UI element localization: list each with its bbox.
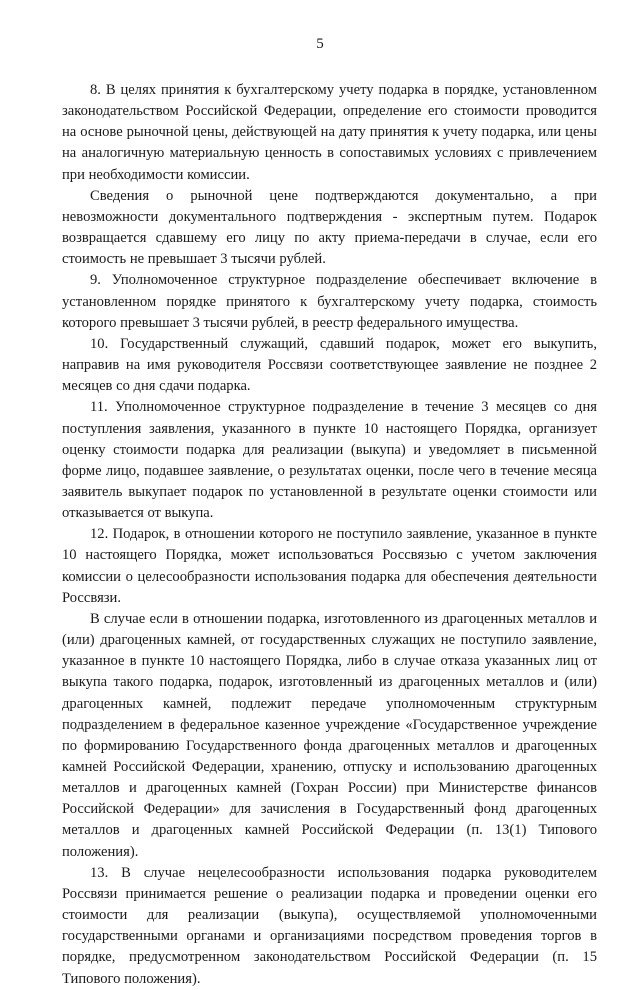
paragraph-12: 12. Подарок, в отношении которого не поступило заявление, указанное в пункте 10 настоящего Порядка, может использоваться Россвязью с учетом заключения комиссии о целесообразности использования подарка для обеспечения деятельности Россвязи. [62,526,597,606]
paragraph-9: 9. Уполномоченное структурное подразделение обеспечивает включение в установленном порядке принятого к бухгалтерскому учету подарка, стоимость которого превышает 3 тысячи рублей, в реестр федерального имущества. [62,272,597,331]
page-number: 5 [316,36,324,52]
paragraph-11: 11. Уполномоченное структурное подразделение в течение 3 месяцев со дня поступления заявления, указанного в пункте 10 настоящего Порядка, организует оценку стоимости подарка для реализации (выкупа) и уведомляет в письменной форме лицо, подавшее заявление, о результатах оценки, после чего в течение месяца заявитель выкупает подарок по установленной в результате оценки стоимости или отказывается от выкупа. [62,399,597,522]
paragraph-8: 8. В целях принятия к бухгалтерскому учету подарка в порядке, установленном законодательством Российской Федерации, определение его стоимости проводится на основе рыночной цены, действующей на дату принятия к учету подарка, или цены на аналогичную материальную ценность в сопоставимых условиях с привлечением при необходимости комиссии. [62,82,597,183]
paragraph-10: 10. Государственный служащий, сдавший подарок, может его выкупить, направив на имя руководителя Россвязи соответствующее заявление не позднее 2 месяцев со дня сдачи подарка. [62,335,597,395]
document-body [62,80,597,990]
paragraph-13: 13. В случае нецелесообразности использования подарка руководителем Россвязи принимается решение о реализации подарка и проведении оценки его стоимости для реализации (выкупа), осуществляемой уполномоченными государственными органами и организациями посредством проведения торгов в порядке, предусмотренном законодательством Российской Федерации (п. 15 Типового положения). [62,864,597,987]
paragraph-12-precious-metals: В случае если в отношении подарка, изготовленного из драгоценных металлов и (или) драгоценных камней, от государственных служащих не поступило заявление, указанное в пункте 10 настоящего Порядка, либо в случае отказа указанных лиц от выкупа такого подарка, подарок, изготовленный из драгоценных металлов и (или) драгоценных камней, подлежит передаче уполномоченным структурным подразделением в федеральное казенное учреждение «Государственное учреждение по формированию Государственного фонда драгоценных металлов и драгоценных камней Российской Федерации, хранению, отпуску и использованию драгоценных металлов и драгоценных камней (Гохран России) при Министерстве финансов Российской Федерации» для зачисления в Государственный фонд драгоценных металлов и драгоценных камней Российской Федерации (п. 13(1) Типового положения). [62,610,597,860]
paragraph-8-market-price: Сведения о рыночной цене подтверждаются документально, а при невозможности документального подтверждения - экспертным путем. Подарок возвращается сдавшему его лицу по акту приема-передачи в случае, если его стоимость не превышает 3 тысячи рублей. [62,187,597,268]
